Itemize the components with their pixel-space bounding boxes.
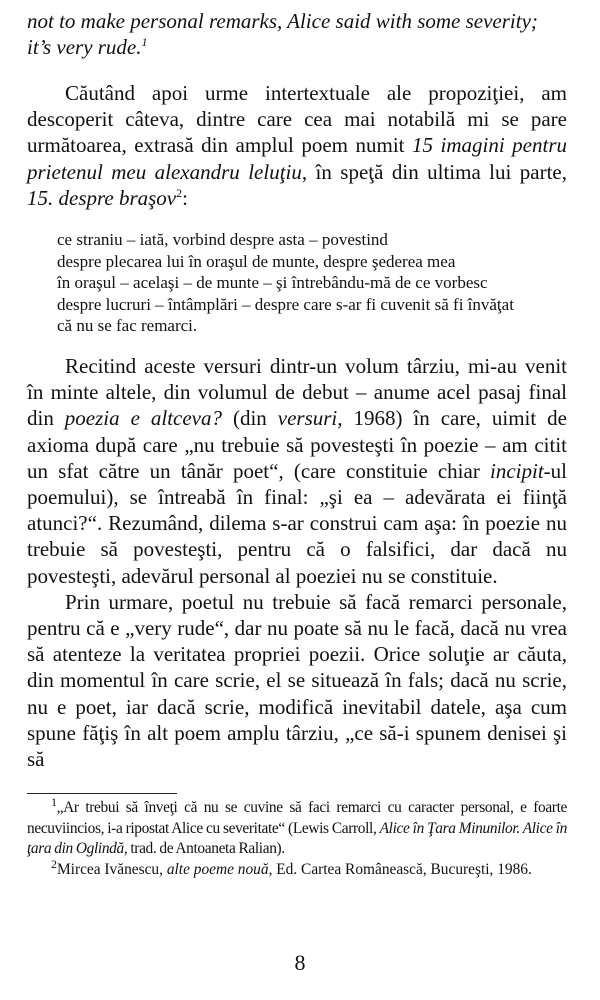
footnote-2-tail: , Ed. Cartea Românească, Bucureşti, 1986. bbox=[268, 860, 532, 878]
footnotes bbox=[27, 795, 567, 880]
footnote-1-text: „Ar trebui să înveţi că nu se cuvine să faci remarci cu caracter personal, e foarte necuviincios, i-a ripostat Alice cu severitate“ (Lewis Carroll, bbox=[27, 799, 567, 837]
incipit-italic: incipit bbox=[490, 458, 544, 483]
poem-part-title-italic: 15. despre braşov bbox=[27, 185, 177, 210]
footnote-2-number: 2 bbox=[51, 856, 57, 871]
poem-title-poezia: poezia e altceva? bbox=[64, 406, 222, 431]
paragraph2-text-3: , 1968) în care, uimit de axioma după care „nu trebuie să povesteşti în poezie – am citit un sfat către un tânăr poet“, (care constituie chiar bbox=[27, 406, 567, 483]
epigraph-quote bbox=[27, 8, 567, 60]
volume-title-versuri: versuri bbox=[277, 406, 338, 431]
paragraph2-text-1: Recitind aceste versuri dintr-un volum târziu, mi-au venit în minte altele, din volumul de debut – anume acel pasaj final din bbox=[27, 353, 567, 431]
footnote-2-book-title: alte poeme nouă bbox=[166, 860, 269, 878]
footnote-ref-2[interactable]: 2 bbox=[176, 185, 183, 200]
footnote-2-author: Mircea Ivănescu, bbox=[57, 860, 167, 878]
footnote-ref-1[interactable]: 1 bbox=[141, 35, 148, 49]
footnote-divider bbox=[27, 793, 177, 794]
poem-line: ce straniu – iată, vorbind despre asta – povestind bbox=[57, 230, 388, 250]
paragraph-recitind bbox=[27, 353, 567, 589]
page-number: 8 bbox=[294, 950, 306, 975]
poem-line: că nu se fac remarci. bbox=[57, 316, 198, 336]
footnote-1-tail: , trad. de Antoaneta Ralian). bbox=[123, 840, 285, 858]
paragraph-intertextual bbox=[27, 80, 567, 211]
paragraph-prin-urmare: Prin urmare, poetul nu trebuie să facă remarci personale, pentru că e „very rude“, dar nu poate să nu le facă, dacă nu vrea să atenteze la veritatea propriei poezii. Orice soluţie ar căuta, din momentul în care scrie, el se situează în fals; dacă nu scrie, nu e poet, iar dacă scrie, modifică inevitabil datele, aşa cum spune făţiş în alt poem amplu târziu, „ce să-i spunem denisei şi să bbox=[27, 589, 567, 772]
footnote-1 bbox=[27, 795, 567, 860]
poem-quote bbox=[57, 229, 567, 337]
poem-line: în oraşul – acelaşi – de munte – şi întrebându-mă de ce vorbesc bbox=[57, 273, 488, 293]
poem-line: despre plecarea lui în oraşul de munte, despre şederea mea bbox=[57, 251, 456, 271]
paragraph1-end: : bbox=[182, 185, 188, 210]
paragraph1-mid: , în speţă din ultima lui parte, bbox=[301, 159, 567, 184]
epigraph-text: not to make personal remarks, Alice said with some severity; it’s very rude. bbox=[27, 9, 538, 59]
footnote-1-book-title: Alice în Ţara Minunilor. Alice în ţara din Oglindă bbox=[27, 819, 567, 858]
paragraph1-text: Căutând apoi urme intertextuale ale propoziţiei, am descoperit câteva, dintre care cea mai notabilă mi se pare următoarea, extrasă din amplul poem numit bbox=[27, 81, 567, 158]
paragraph2-text-4: -ul poemului), se întreabă în final: „şi ea – adevărata ei fiinţă atunci?“. Rezumând, dilema s-ar construi cam aşa: în poezie nu trebuie să povesteşti, pentru că o falsifici, dar dacă nu povesteşti, adevărul personal al poeziei nu se constituie. bbox=[27, 458, 567, 588]
footnote-2 bbox=[27, 856, 567, 881]
paragraph2-text-2: (din bbox=[222, 406, 278, 431]
footnote-1-number: 1 bbox=[51, 795, 57, 810]
poem-title-italic: 15 imagini pentru prietenul meu alexandru leluţiu bbox=[27, 133, 568, 184]
poem-line: despre lucruri – întâmplări – despre care s-ar fi cuvenit să fi învăţat bbox=[57, 294, 514, 314]
